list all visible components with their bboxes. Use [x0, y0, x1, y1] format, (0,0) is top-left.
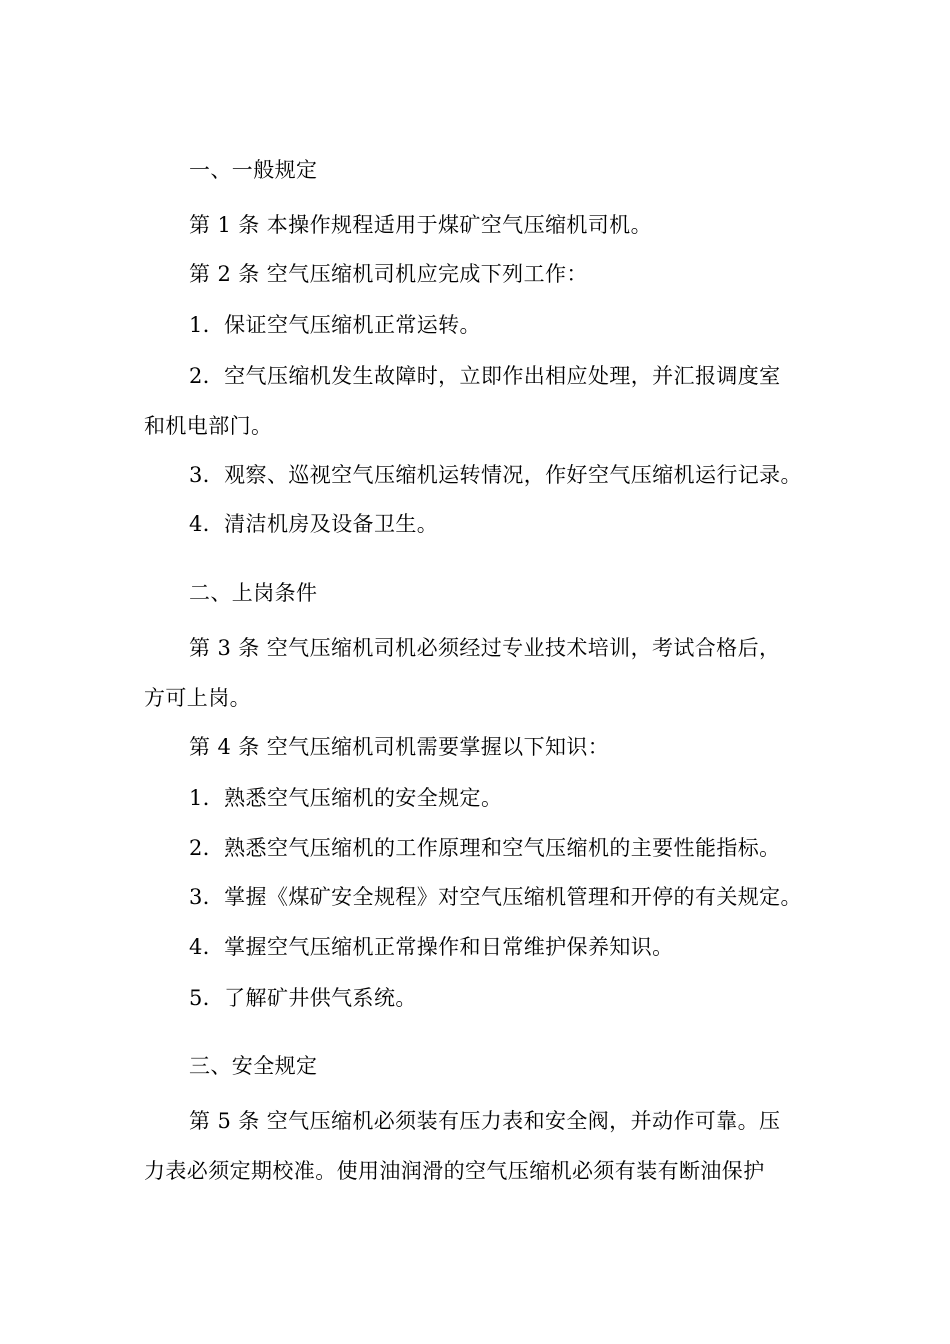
list-item: 3．观察、巡视空气压缩机运转情况，作好空气压缩机运行记录。: [189, 463, 802, 487]
article-5-continuation: 力表必须定期校准。使用油润滑的空气压缩机必须有装有断油保护: [144, 1159, 765, 1183]
list-item-continuation: 和机电部门。: [144, 414, 273, 438]
list-item: 3．掌握《煤矿安全规程》对空气压缩机管理和开停的有关规定。: [189, 885, 802, 909]
list-item: 5．了解矿井供气系统。: [189, 986, 417, 1010]
section-heading-qualification: 二、上岗条件: [189, 581, 318, 605]
section-heading-general: 一、一般规定: [189, 158, 318, 182]
article-3-continuation: 方可上岗。: [144, 686, 251, 710]
list-item: 4．清洁机房及设备卫生。: [189, 512, 439, 536]
article-2: 第 2 条 空气压缩机司机应完成下列工作：: [189, 262, 588, 286]
article-3: 第 3 条 空气压缩机司机必须经过专业技术培训，考试合格后，: [189, 636, 781, 660]
list-item: 1．保证空气压缩机正常运转。: [189, 313, 481, 337]
list-item: 2．熟悉空气压缩机的工作原理和空气压缩机的主要性能指标。: [189, 836, 781, 860]
list-item: 2．空气压缩机发生故障时，立即作出相应处理，并汇报调度室: [189, 364, 781, 388]
article-5: 第 5 条 空气压缩机必须装有压力表和安全阀，并动作可靠。压: [189, 1109, 781, 1133]
section-heading-safety: 三、安全规定: [189, 1054, 318, 1078]
list-item: 4．掌握空气压缩机正常操作和日常维护保养知识。: [189, 935, 674, 959]
article-1: 第 1 条 本操作规程适用于煤矿空气压缩机司机。: [189, 213, 652, 237]
list-item: 1．熟悉空气压缩机的安全规定。: [189, 786, 503, 810]
article-4: 第 4 条 空气压缩机司机需要掌握以下知识：: [189, 735, 610, 759]
